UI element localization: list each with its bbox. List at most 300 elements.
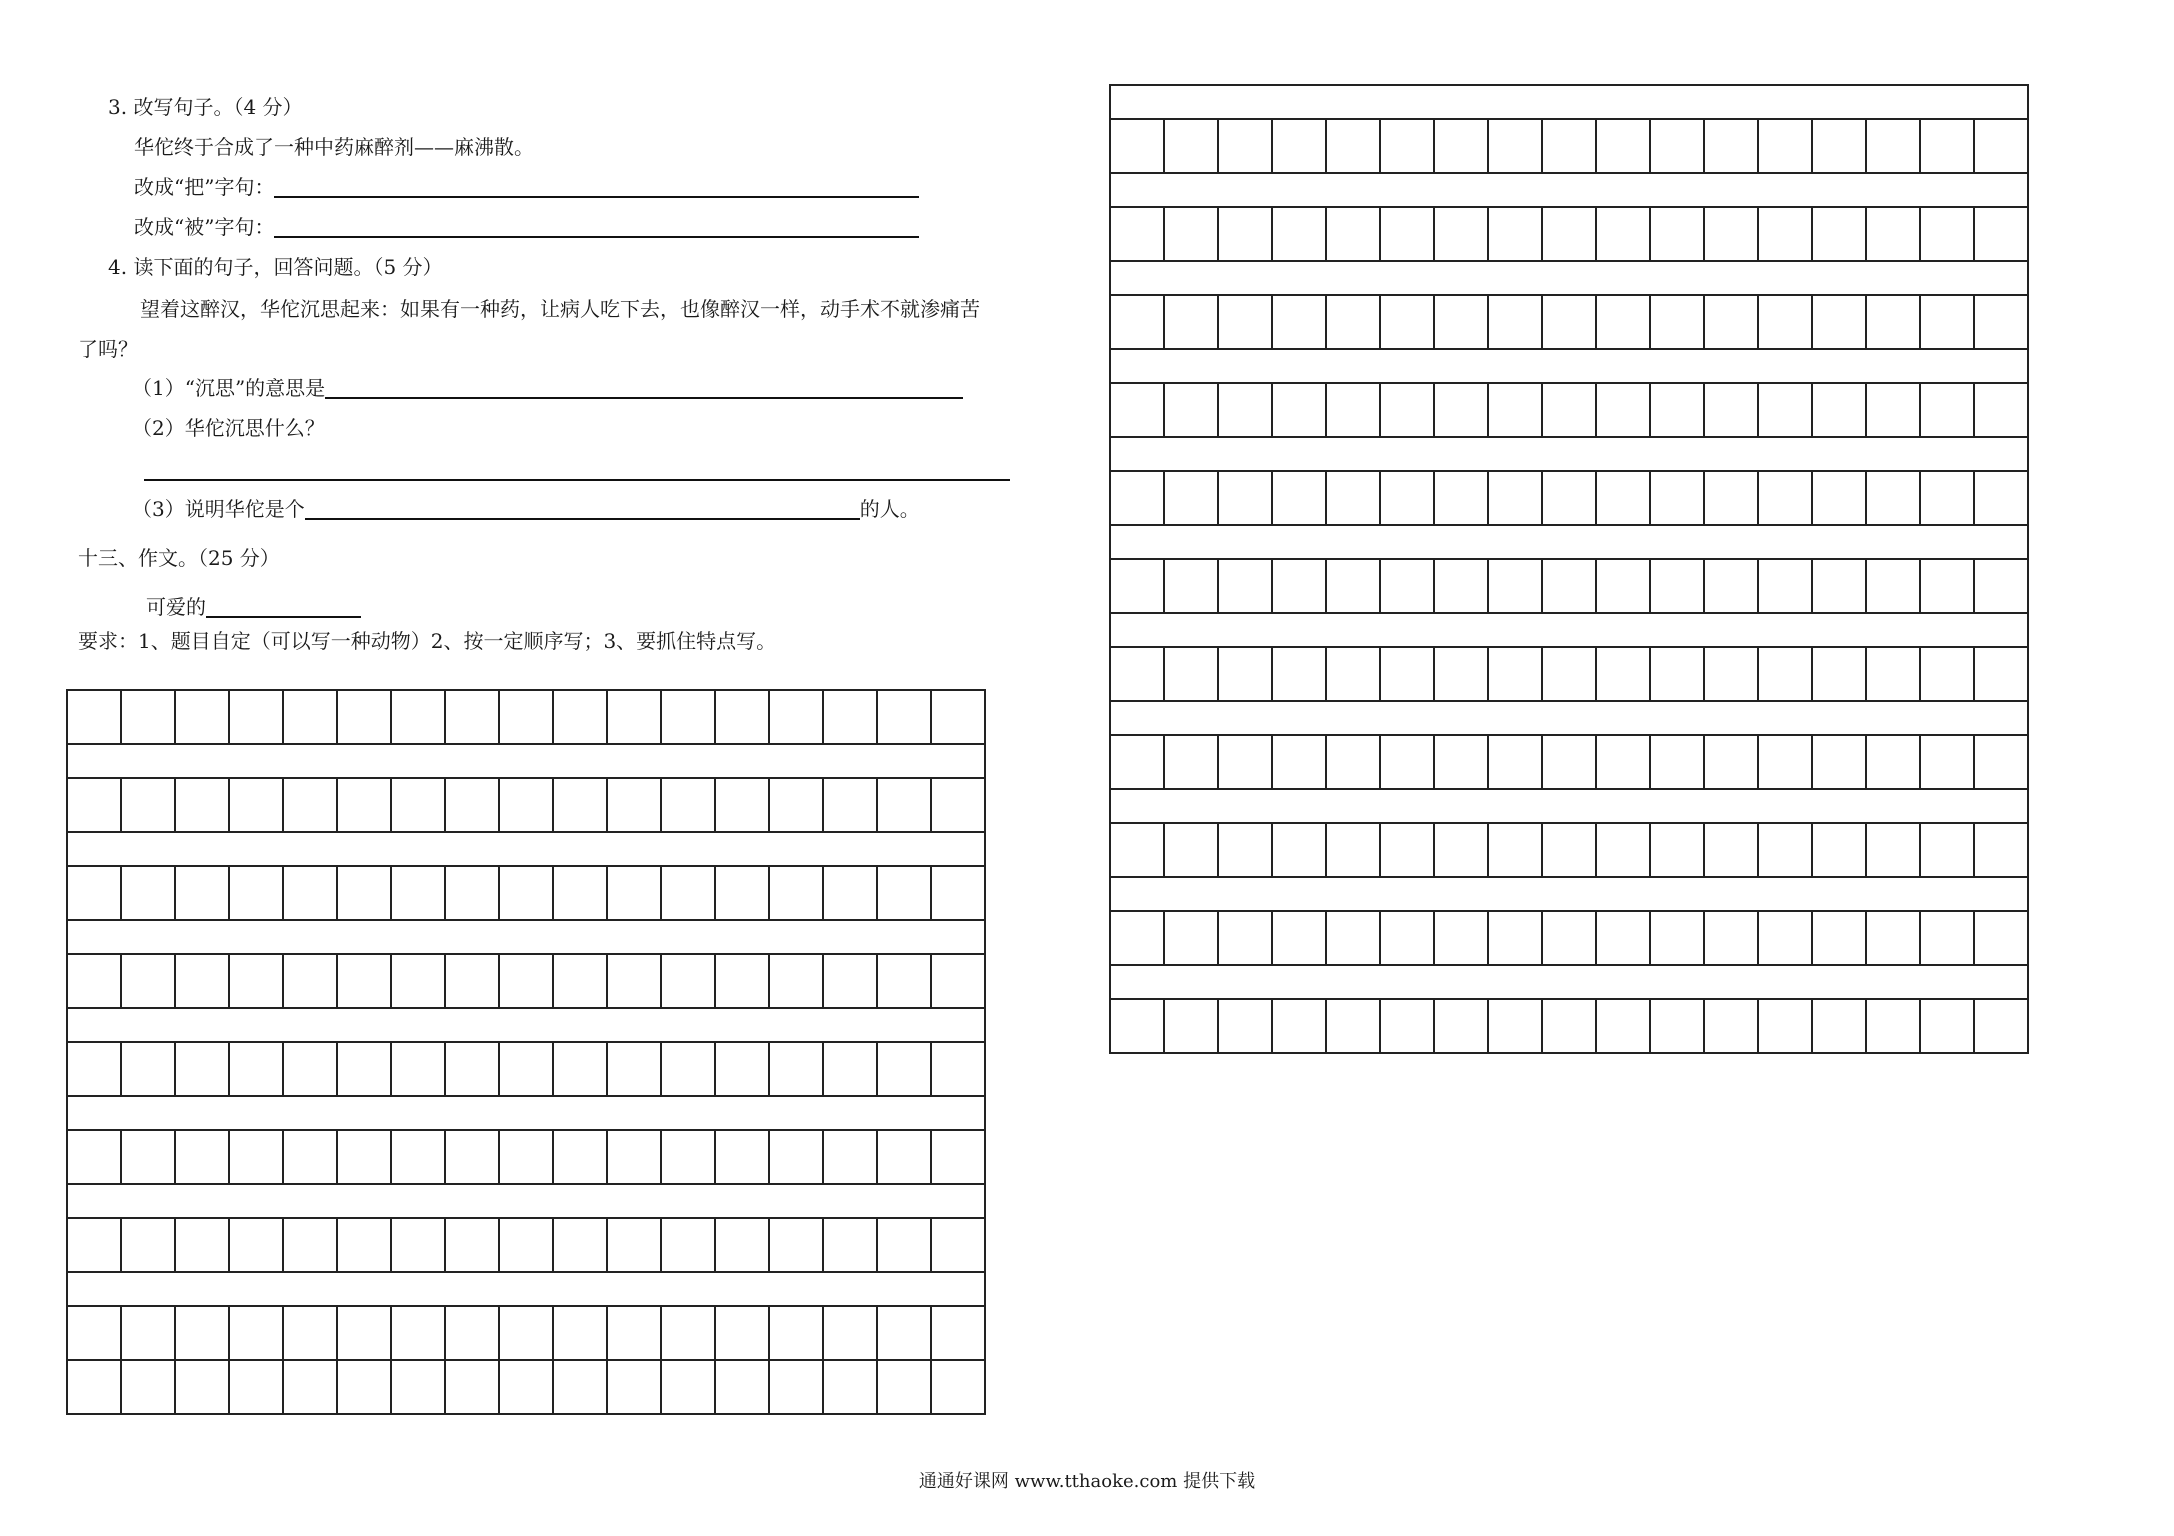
grid-cell[interactable] (1273, 912, 1327, 966)
grid-cell[interactable] (824, 1361, 878, 1415)
grid-cell[interactable] (1489, 472, 1543, 526)
grid-cell[interactable] (1651, 1000, 1705, 1054)
grid-cell[interactable] (1975, 736, 2029, 790)
grid-cell[interactable] (1273, 296, 1327, 350)
grid-cell[interactable] (1597, 472, 1651, 526)
grid-cell[interactable] (1165, 472, 1219, 526)
grid-cell[interactable] (554, 1043, 608, 1097)
grid-cell[interactable] (1111, 736, 1165, 790)
grid-cell[interactable] (230, 779, 284, 833)
grid-cell[interactable] (1867, 208, 1921, 262)
grid-cell[interactable] (1759, 120, 1813, 174)
grid-cell[interactable] (176, 1361, 230, 1415)
grid-cell[interactable] (392, 1361, 446, 1415)
grid-cell[interactable] (932, 1131, 986, 1185)
grid-cell[interactable] (68, 867, 122, 921)
grid-cell[interactable] (1381, 648, 1435, 702)
grid-cell[interactable] (1813, 208, 1867, 262)
grid-cell[interactable] (1273, 1000, 1327, 1054)
grid-cell[interactable] (122, 955, 176, 1009)
grid-cell[interactable] (1705, 560, 1759, 614)
grid-cell[interactable] (1327, 1000, 1381, 1054)
grid-cell[interactable] (1975, 120, 2029, 174)
grid-cell[interactable] (1435, 648, 1489, 702)
grid-cell[interactable] (608, 1043, 662, 1097)
grid-cell[interactable] (824, 1043, 878, 1097)
grid-cell[interactable] (878, 691, 932, 745)
grid-cell[interactable] (1273, 384, 1327, 438)
grid-cell[interactable] (1651, 296, 1705, 350)
grid-cell[interactable] (1435, 384, 1489, 438)
grid-cell[interactable] (1543, 296, 1597, 350)
grid-cell[interactable] (824, 867, 878, 921)
grid-cell[interactable] (1867, 384, 1921, 438)
grid-cell[interactable] (878, 867, 932, 921)
grid-cell[interactable] (122, 691, 176, 745)
grid-cell[interactable] (176, 691, 230, 745)
grid-cell[interactable] (1165, 208, 1219, 262)
grid-cell[interactable] (284, 1307, 338, 1361)
grid-cell[interactable] (932, 955, 986, 1009)
grid-cell[interactable] (1543, 384, 1597, 438)
grid-cell[interactable] (1597, 208, 1651, 262)
grid-cell[interactable] (1543, 120, 1597, 174)
grid-cell[interactable] (1273, 736, 1327, 790)
grid-cell[interactable] (1165, 384, 1219, 438)
grid-cell[interactable] (662, 779, 716, 833)
grid-cell[interactable] (716, 1043, 770, 1097)
grid-cell[interactable] (1111, 384, 1165, 438)
grid-cell[interactable] (1435, 824, 1489, 878)
grid-cell[interactable] (1273, 472, 1327, 526)
grid-cell[interactable] (1489, 560, 1543, 614)
grid-cell[interactable] (554, 1219, 608, 1273)
grid-cell[interactable] (1867, 472, 1921, 526)
grid-cell[interactable] (1597, 560, 1651, 614)
grid-cell[interactable] (1489, 384, 1543, 438)
grid-cell[interactable] (1705, 824, 1759, 878)
grid-cell[interactable] (500, 1361, 554, 1415)
grid-cell[interactable] (1435, 120, 1489, 174)
grid-cell[interactable] (1165, 648, 1219, 702)
grid-cell[interactable] (176, 779, 230, 833)
grid-cell[interactable] (1921, 296, 1975, 350)
grid-cell[interactable] (1489, 296, 1543, 350)
grid-cell[interactable] (1165, 912, 1219, 966)
grid-cell[interactable] (608, 1361, 662, 1415)
grid-cell[interactable] (1381, 472, 1435, 526)
grid-cell[interactable] (338, 779, 392, 833)
grid-cell[interactable] (446, 1307, 500, 1361)
grid-cell[interactable] (1759, 296, 1813, 350)
grid-cell[interactable] (716, 1219, 770, 1273)
grid-cell[interactable] (1327, 824, 1381, 878)
grid-cell[interactable] (1111, 208, 1165, 262)
grid-cell[interactable] (1651, 736, 1705, 790)
grid-cell[interactable] (446, 691, 500, 745)
grid-cell[interactable] (446, 1219, 500, 1273)
grid-cell[interactable] (1921, 208, 1975, 262)
grid-cell[interactable] (932, 1219, 986, 1273)
grid-cell[interactable] (932, 691, 986, 745)
grid-cell[interactable] (176, 1219, 230, 1273)
grid-cell[interactable] (68, 955, 122, 1009)
grid-cell[interactable] (1651, 912, 1705, 966)
grid-cell[interactable] (446, 867, 500, 921)
grid-cell[interactable] (1381, 736, 1435, 790)
grid-cell[interactable] (1597, 648, 1651, 702)
grid-cell[interactable] (878, 1307, 932, 1361)
grid-cell[interactable] (1543, 472, 1597, 526)
grid-cell[interactable] (230, 1361, 284, 1415)
grid-cell[interactable] (1867, 120, 1921, 174)
grid-cell[interactable] (1651, 120, 1705, 174)
grid-cell[interactable] (1435, 560, 1489, 614)
grid-cell[interactable] (1705, 208, 1759, 262)
grid-cell[interactable] (446, 779, 500, 833)
grid-cell[interactable] (338, 1361, 392, 1415)
grid-cell[interactable] (1759, 824, 1813, 878)
grid-cell[interactable] (230, 1043, 284, 1097)
grid-cell[interactable] (284, 779, 338, 833)
grid-cell[interactable] (608, 779, 662, 833)
grid-cell[interactable] (1273, 648, 1327, 702)
grid-cell[interactable] (1111, 1000, 1165, 1054)
grid-cell[interactable] (230, 1219, 284, 1273)
grid-cell[interactable] (878, 1131, 932, 1185)
grid-cell[interactable] (1543, 824, 1597, 878)
grid-cell[interactable] (824, 1131, 878, 1185)
grid-cell[interactable] (500, 691, 554, 745)
grid-cell[interactable] (1543, 736, 1597, 790)
grid-cell[interactable] (608, 691, 662, 745)
grid-cell[interactable] (1111, 648, 1165, 702)
q4-sub1-answer-line[interactable] (325, 375, 963, 399)
grid-cell[interactable] (1219, 120, 1273, 174)
grid-cell[interactable] (554, 867, 608, 921)
grid-cell[interactable] (770, 867, 824, 921)
grid-cell[interactable] (176, 955, 230, 1009)
grid-cell[interactable] (284, 955, 338, 1009)
grid-cell[interactable] (68, 1131, 122, 1185)
grid-cell[interactable] (1219, 560, 1273, 614)
grid-cell[interactable] (68, 691, 122, 745)
q4-sub2-answer-line[interactable] (144, 479, 1010, 481)
grid-cell[interactable] (1759, 384, 1813, 438)
grid-cell[interactable] (1219, 472, 1273, 526)
grid-cell[interactable] (446, 955, 500, 1009)
grid-cell[interactable] (500, 1043, 554, 1097)
grid-cell[interactable] (1111, 560, 1165, 614)
grid-cell[interactable] (1867, 736, 1921, 790)
grid-cell[interactable] (1219, 648, 1273, 702)
grid-cell[interactable] (1921, 560, 1975, 614)
grid-cell[interactable] (1273, 120, 1327, 174)
grid-cell[interactable] (284, 1131, 338, 1185)
grid-cell[interactable] (446, 1131, 500, 1185)
grid-cell[interactable] (284, 1219, 338, 1273)
grid-cell[interactable] (1813, 120, 1867, 174)
grid-cell[interactable] (878, 1219, 932, 1273)
grid-cell[interactable] (122, 1219, 176, 1273)
grid-cell[interactable] (1489, 824, 1543, 878)
grid-cell[interactable] (1165, 120, 1219, 174)
grid-cell[interactable] (1597, 120, 1651, 174)
grid-cell[interactable] (1219, 736, 1273, 790)
grid-cell[interactable] (824, 1307, 878, 1361)
grid-cell[interactable] (230, 955, 284, 1009)
grid-cell[interactable] (284, 1361, 338, 1415)
grid-cell[interactable] (716, 1131, 770, 1185)
grid-cell[interactable] (338, 1307, 392, 1361)
grid-cell[interactable] (1381, 1000, 1435, 1054)
grid-cell[interactable] (122, 1043, 176, 1097)
grid-cell[interactable] (1165, 560, 1219, 614)
grid-cell[interactable] (878, 779, 932, 833)
grid-cell[interactable] (338, 1131, 392, 1185)
grid-cell[interactable] (122, 1131, 176, 1185)
grid-cell[interactable] (662, 1361, 716, 1415)
grid-cell[interactable] (1651, 208, 1705, 262)
grid-cell[interactable] (878, 955, 932, 1009)
grid-cell[interactable] (1975, 208, 2029, 262)
grid-cell[interactable] (1381, 120, 1435, 174)
grid-cell[interactable] (1813, 472, 1867, 526)
grid-cell[interactable] (716, 867, 770, 921)
grid-cell[interactable] (1165, 736, 1219, 790)
grid-cell[interactable] (1543, 208, 1597, 262)
grid-cell[interactable] (392, 779, 446, 833)
grid-cell[interactable] (1921, 384, 1975, 438)
grid-cell[interactable] (122, 867, 176, 921)
grid-cell[interactable] (1111, 472, 1165, 526)
grid-cell[interactable] (1867, 648, 1921, 702)
grid-cell[interactable] (662, 1307, 716, 1361)
grid-cell[interactable] (1759, 648, 1813, 702)
grid-cell[interactable] (68, 779, 122, 833)
grid-cell[interactable] (1813, 912, 1867, 966)
grid-cell[interactable] (1219, 208, 1273, 262)
grid-cell[interactable] (122, 779, 176, 833)
grid-cell[interactable] (1165, 296, 1219, 350)
grid-cell[interactable] (554, 955, 608, 1009)
grid-cell[interactable] (1975, 296, 2029, 350)
grid-cell[interactable] (176, 1307, 230, 1361)
grid-cell[interactable] (1705, 648, 1759, 702)
grid-cell[interactable] (608, 1131, 662, 1185)
grid-cell[interactable] (770, 691, 824, 745)
grid-cell[interactable] (1921, 1000, 1975, 1054)
grid-cell[interactable] (1489, 648, 1543, 702)
grid-cell[interactable] (662, 1219, 716, 1273)
grid-cell[interactable] (1273, 560, 1327, 614)
grid-cell[interactable] (716, 1361, 770, 1415)
grid-cell[interactable] (1327, 208, 1381, 262)
grid-cell[interactable] (1975, 560, 2029, 614)
grid-cell[interactable] (1597, 912, 1651, 966)
grid-cell[interactable] (770, 779, 824, 833)
grid-cell[interactable] (770, 1361, 824, 1415)
grid-cell[interactable] (392, 691, 446, 745)
grid-cell[interactable] (662, 691, 716, 745)
grid-cell[interactable] (1759, 208, 1813, 262)
grid-cell[interactable] (878, 1043, 932, 1097)
grid-cell[interactable] (554, 691, 608, 745)
grid-cell[interactable] (1867, 296, 1921, 350)
grid-cell[interactable] (1543, 1000, 1597, 1054)
grid-cell[interactable] (770, 1219, 824, 1273)
grid-cell[interactable] (824, 779, 878, 833)
grid-cell[interactable] (284, 867, 338, 921)
grid-cell[interactable] (392, 1219, 446, 1273)
grid-cell[interactable] (1597, 296, 1651, 350)
grid-cell[interactable] (1327, 560, 1381, 614)
grid-cell[interactable] (1597, 736, 1651, 790)
grid-cell[interactable] (932, 1043, 986, 1097)
grid-cell[interactable] (1705, 736, 1759, 790)
grid-cell[interactable] (1111, 296, 1165, 350)
grid-cell[interactable] (1651, 560, 1705, 614)
grid-cell[interactable] (392, 867, 446, 921)
grid-cell[interactable] (1921, 736, 1975, 790)
grid-cell[interactable] (1165, 824, 1219, 878)
grid-cell[interactable] (1381, 384, 1435, 438)
grid-cell[interactable] (1759, 560, 1813, 614)
grid-cell[interactable] (230, 1307, 284, 1361)
grid-cell[interactable] (176, 1131, 230, 1185)
grid-cell[interactable] (770, 1131, 824, 1185)
grid-cell[interactable] (1813, 824, 1867, 878)
grid-cell[interactable] (1327, 648, 1381, 702)
grid-cell[interactable] (1813, 736, 1867, 790)
grid-cell[interactable] (1705, 912, 1759, 966)
grid-cell[interactable] (122, 1361, 176, 1415)
grid-cell[interactable] (68, 1361, 122, 1415)
grid-cell[interactable] (1921, 120, 1975, 174)
grid-cell[interactable] (68, 1043, 122, 1097)
grid-cell[interactable] (1111, 912, 1165, 966)
grid-cell[interactable] (1921, 912, 1975, 966)
grid-cell[interactable] (608, 867, 662, 921)
grid-cell[interactable] (608, 955, 662, 1009)
grid-cell[interactable] (1543, 560, 1597, 614)
grid-cell[interactable] (284, 1043, 338, 1097)
grid-cell[interactable] (176, 867, 230, 921)
grid-cell[interactable] (446, 1361, 500, 1415)
grid-cell[interactable] (500, 1219, 554, 1273)
grid-cell[interactable] (338, 691, 392, 745)
grid-cell[interactable] (1489, 120, 1543, 174)
grid-cell[interactable] (1435, 912, 1489, 966)
grid-cell[interactable] (932, 1361, 986, 1415)
grid-cell[interactable] (392, 1131, 446, 1185)
grid-cell[interactable] (1327, 472, 1381, 526)
grid-cell[interactable] (1543, 912, 1597, 966)
grid-cell[interactable] (230, 867, 284, 921)
grid-cell[interactable] (824, 1219, 878, 1273)
grid-cell[interactable] (284, 691, 338, 745)
grid-cell[interactable] (1813, 1000, 1867, 1054)
grid-cell[interactable] (662, 955, 716, 1009)
grid-cell[interactable] (1219, 296, 1273, 350)
grid-cell[interactable] (1489, 1000, 1543, 1054)
grid-cell[interactable] (1921, 824, 1975, 878)
grid-cell[interactable] (1165, 1000, 1219, 1054)
grid-cell[interactable] (1273, 824, 1327, 878)
grid-cell[interactable] (1381, 208, 1435, 262)
grid-cell[interactable] (1327, 296, 1381, 350)
grid-cell[interactable] (68, 1307, 122, 1361)
grid-cell[interactable] (1273, 208, 1327, 262)
grid-cell[interactable] (1705, 120, 1759, 174)
grid-cell[interactable] (770, 1307, 824, 1361)
grid-cell[interactable] (1435, 296, 1489, 350)
grid-cell[interactable] (1705, 1000, 1759, 1054)
grid-cell[interactable] (932, 867, 986, 921)
grid-cell[interactable] (878, 1361, 932, 1415)
grid-cell[interactable] (1489, 912, 1543, 966)
grid-cell[interactable] (1813, 560, 1867, 614)
grid-cell[interactable] (338, 867, 392, 921)
grid-cell[interactable] (500, 779, 554, 833)
q3-bei-answer-line[interactable] (274, 214, 919, 238)
grid-cell[interactable] (554, 1361, 608, 1415)
grid-cell[interactable] (932, 779, 986, 833)
grid-cell[interactable] (662, 867, 716, 921)
grid-cell[interactable] (176, 1043, 230, 1097)
grid-cell[interactable] (1111, 824, 1165, 878)
grid-cell[interactable] (1327, 384, 1381, 438)
grid-cell[interactable] (1813, 648, 1867, 702)
grid-cell[interactable] (230, 691, 284, 745)
q4-sub3-answer-line[interactable] (305, 496, 860, 520)
grid-cell[interactable] (1705, 472, 1759, 526)
grid-cell[interactable] (1975, 384, 2029, 438)
grid-cell[interactable] (1867, 824, 1921, 878)
grid-cell[interactable] (1759, 912, 1813, 966)
grid-cell[interactable] (500, 955, 554, 1009)
grid-cell[interactable] (1813, 296, 1867, 350)
grid-cell[interactable] (1543, 648, 1597, 702)
grid-cell[interactable] (1219, 384, 1273, 438)
grid-cell[interactable] (662, 1043, 716, 1097)
grid-cell[interactable] (1975, 648, 2029, 702)
grid-cell[interactable] (554, 1131, 608, 1185)
grid-cell[interactable] (1975, 1000, 2029, 1054)
grid-cell[interactable] (68, 1219, 122, 1273)
grid-cell[interactable] (716, 1307, 770, 1361)
grid-cell[interactable] (554, 779, 608, 833)
grid-cell[interactable] (1705, 296, 1759, 350)
grid-cell[interactable] (1975, 912, 2029, 966)
grid-cell[interactable] (1867, 1000, 1921, 1054)
grid-cell[interactable] (1651, 648, 1705, 702)
grid-cell[interactable] (1489, 736, 1543, 790)
grid-cell[interactable] (1975, 824, 2029, 878)
grid-cell[interactable] (1759, 1000, 1813, 1054)
grid-cell[interactable] (1381, 296, 1435, 350)
grid-cell[interactable] (1597, 384, 1651, 438)
grid-cell[interactable] (230, 1131, 284, 1185)
grid-cell[interactable] (338, 1043, 392, 1097)
grid-cell[interactable] (1705, 384, 1759, 438)
grid-cell[interactable] (1381, 560, 1435, 614)
grid-cell[interactable] (1975, 472, 2029, 526)
grid-cell[interactable] (1759, 472, 1813, 526)
grid-cell[interactable] (1435, 472, 1489, 526)
grid-cell[interactable] (932, 1307, 986, 1361)
grid-cell[interactable] (500, 1307, 554, 1361)
